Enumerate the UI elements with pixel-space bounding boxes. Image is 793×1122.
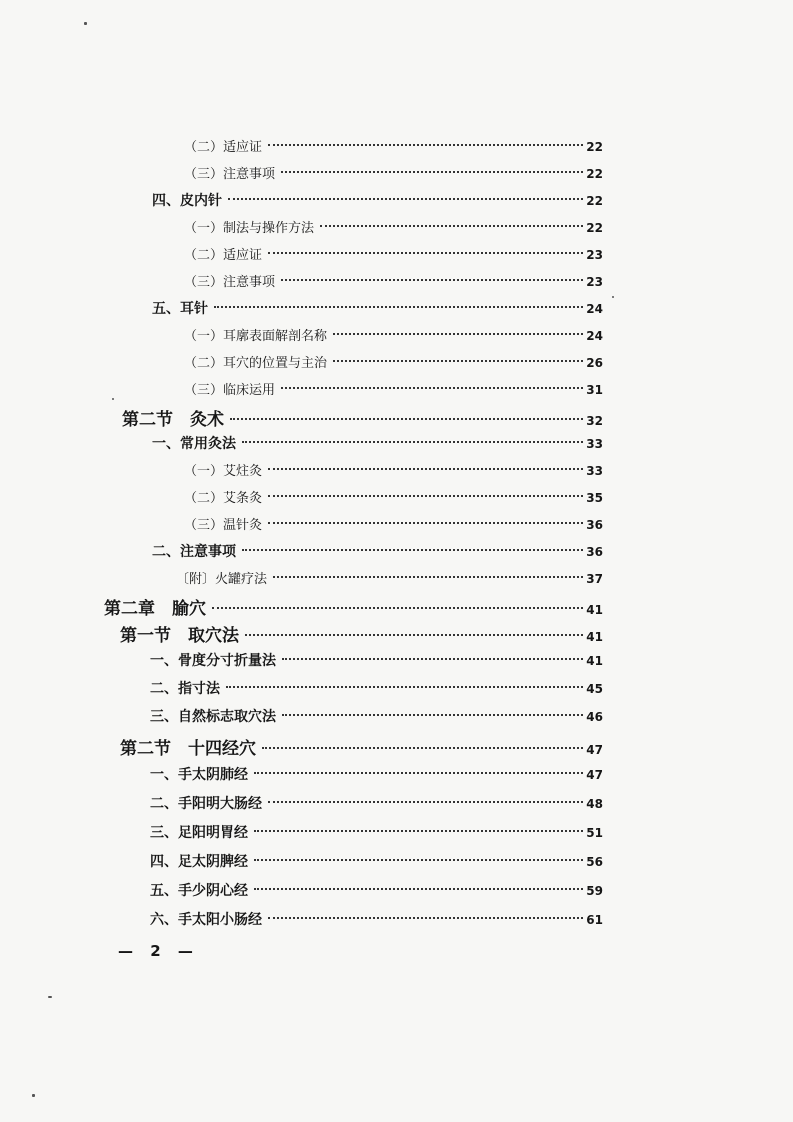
dot-leader bbox=[268, 917, 583, 919]
dot-leader bbox=[228, 198, 583, 200]
toc-entry-page: 56 bbox=[586, 855, 603, 869]
toc-entry-label: 第一节 取穴法 bbox=[120, 626, 239, 646]
toc-entry bbox=[184, 271, 603, 293]
dot-leader bbox=[242, 441, 583, 443]
toc-entry bbox=[150, 909, 603, 931]
toc-entry bbox=[120, 734, 603, 759]
toc-entry-label: （二）耳穴的位置与主治 bbox=[184, 356, 328, 371]
dot-leader bbox=[281, 171, 583, 173]
scan-speck bbox=[32, 1094, 35, 1097]
toc-entry bbox=[120, 621, 603, 646]
dot-leader bbox=[214, 306, 583, 308]
toc-entry-label: （二）适应证 bbox=[184, 248, 263, 263]
toc-entry bbox=[152, 190, 603, 212]
toc-entry-page: 41 bbox=[586, 630, 603, 644]
toc-entry-page: 22 bbox=[586, 140, 603, 154]
toc-entry-page: 51 bbox=[586, 826, 603, 840]
toc-entry-page: 22 bbox=[586, 167, 603, 181]
toc-entry-page: 47 bbox=[586, 768, 603, 782]
toc-entry-page: 61 bbox=[586, 913, 603, 927]
toc-entry-page: 37 bbox=[586, 572, 603, 586]
toc-entry-label: （三）临床运用 bbox=[184, 383, 276, 398]
toc-entry bbox=[184, 163, 603, 185]
dot-leader bbox=[254, 888, 583, 890]
toc-entry bbox=[184, 217, 603, 239]
toc-entry-label: 二、手阳明大肠经 bbox=[150, 796, 262, 812]
dot-leader bbox=[320, 225, 583, 227]
toc-entry bbox=[184, 487, 603, 509]
toc-entry-page: 48 bbox=[586, 797, 603, 811]
page-number: — 2 — bbox=[118, 942, 199, 960]
dot-leader bbox=[333, 360, 583, 362]
toc-entry-label: 五、手少阴心经 bbox=[150, 883, 248, 899]
toc-entry-page: 32 bbox=[586, 414, 603, 428]
dot-leader bbox=[333, 333, 583, 335]
toc-entry-page: 23 bbox=[586, 248, 603, 262]
dot-leader bbox=[230, 418, 583, 420]
toc-entry-page: 23 bbox=[586, 275, 603, 289]
toc-entry-page: 33 bbox=[586, 464, 603, 478]
dot-leader bbox=[268, 522, 583, 524]
dot-leader bbox=[268, 252, 583, 254]
toc-entry-label: 第二节 灸术 bbox=[122, 410, 224, 430]
scan-speck bbox=[48, 996, 52, 998]
toc-entry-label: 第二节 十四经穴 bbox=[120, 739, 256, 759]
toc-entry bbox=[150, 650, 603, 672]
toc-entry bbox=[184, 379, 603, 401]
scan-speck bbox=[112, 398, 114, 400]
toc-entry-label: （一）艾炷灸 bbox=[184, 464, 263, 479]
toc-entry bbox=[152, 433, 603, 455]
toc-entry-label: 二、指寸法 bbox=[150, 681, 220, 697]
toc-entry-page: 24 bbox=[586, 329, 603, 343]
toc-entry-label: 第二章 腧穴 bbox=[104, 599, 206, 619]
toc-entry-page: 35 bbox=[586, 491, 603, 505]
toc-entry-label: 六、手太阳小肠经 bbox=[150, 912, 262, 928]
toc-entry bbox=[184, 352, 603, 374]
toc-entry-label: 〔附〕火罐疗法 bbox=[176, 572, 268, 587]
dot-leader bbox=[282, 714, 583, 716]
dot-leader bbox=[242, 549, 583, 551]
dot-leader bbox=[268, 495, 583, 497]
toc-entry bbox=[184, 244, 603, 266]
toc-entry-label: （一）制法与操作方法 bbox=[184, 221, 315, 236]
toc-entry bbox=[184, 514, 603, 536]
dot-leader bbox=[254, 859, 583, 861]
toc-entry-page: 26 bbox=[586, 356, 603, 370]
toc-entry-label: 三、自然标志取穴法 bbox=[150, 709, 276, 725]
toc-entry-label: 一、手太阴肺经 bbox=[150, 767, 248, 783]
toc-entry bbox=[152, 541, 603, 563]
toc-entry-page: 41 bbox=[586, 603, 603, 617]
toc-entry-page: 22 bbox=[586, 194, 603, 208]
toc-entry-label: 一、常用灸法 bbox=[152, 436, 236, 452]
toc-entry bbox=[104, 594, 603, 619]
dot-leader bbox=[226, 686, 583, 688]
toc-entry bbox=[150, 678, 603, 700]
toc-entry-label: （三）注意事项 bbox=[184, 167, 276, 182]
toc-entry bbox=[150, 793, 603, 815]
toc-entry-page: 46 bbox=[586, 710, 603, 724]
toc-entry-label: （三）注意事项 bbox=[184, 275, 276, 290]
toc-entry bbox=[150, 822, 603, 844]
toc-entry-page: 24 bbox=[586, 302, 603, 316]
toc-entry-page: 33 bbox=[586, 437, 603, 451]
toc-entry-label: 四、足太阴脾经 bbox=[150, 854, 248, 870]
dot-leader bbox=[254, 772, 583, 774]
toc-entry-label: 三、足阳明胃经 bbox=[150, 825, 248, 841]
toc-entry bbox=[150, 706, 603, 728]
toc-entry-page: 47 bbox=[586, 743, 603, 757]
toc-entry-page: 31 bbox=[586, 383, 603, 397]
toc-entry-page: 45 bbox=[586, 682, 603, 696]
toc-entry bbox=[184, 460, 603, 482]
toc-entry-label: （三）温针灸 bbox=[184, 518, 263, 533]
toc-entry-page: 59 bbox=[586, 884, 603, 898]
toc-entry-label: （二）适应证 bbox=[184, 140, 263, 155]
toc-entry bbox=[184, 325, 603, 347]
toc-entry-label: （二）艾条灸 bbox=[184, 491, 263, 506]
toc-entry-page: 41 bbox=[586, 654, 603, 668]
toc-entry bbox=[152, 298, 603, 320]
dot-leader bbox=[281, 279, 583, 281]
toc-entry bbox=[150, 764, 603, 786]
toc-entry bbox=[176, 568, 603, 590]
scan-speck bbox=[84, 22, 87, 25]
dot-leader bbox=[268, 801, 583, 803]
scan-speck bbox=[612, 296, 614, 298]
toc-entry bbox=[122, 405, 603, 430]
toc-entry-page: 36 bbox=[586, 545, 603, 559]
dot-leader bbox=[245, 634, 583, 636]
toc-entry-page: 36 bbox=[586, 518, 603, 532]
toc-entry-label: 五、耳针 bbox=[152, 301, 208, 317]
toc-entry-label: （一）耳廓表面解剖名称 bbox=[184, 329, 328, 344]
dot-leader bbox=[268, 468, 583, 470]
toc-entry-page: 22 bbox=[586, 221, 603, 235]
dot-leader bbox=[268, 144, 583, 146]
dot-leader bbox=[262, 747, 583, 749]
toc-entry-label: 四、皮内针 bbox=[152, 193, 222, 209]
dot-leader bbox=[281, 387, 583, 389]
toc-entry bbox=[150, 880, 603, 902]
toc-entry-label: 二、注意事项 bbox=[152, 544, 236, 560]
toc-entry bbox=[150, 851, 603, 873]
toc-entry bbox=[184, 136, 603, 158]
dot-leader bbox=[212, 607, 583, 609]
dot-leader bbox=[254, 830, 583, 832]
toc-entry-label: 一、骨度分寸折量法 bbox=[150, 653, 276, 669]
dot-leader bbox=[273, 576, 583, 578]
dot-leader bbox=[282, 658, 583, 660]
